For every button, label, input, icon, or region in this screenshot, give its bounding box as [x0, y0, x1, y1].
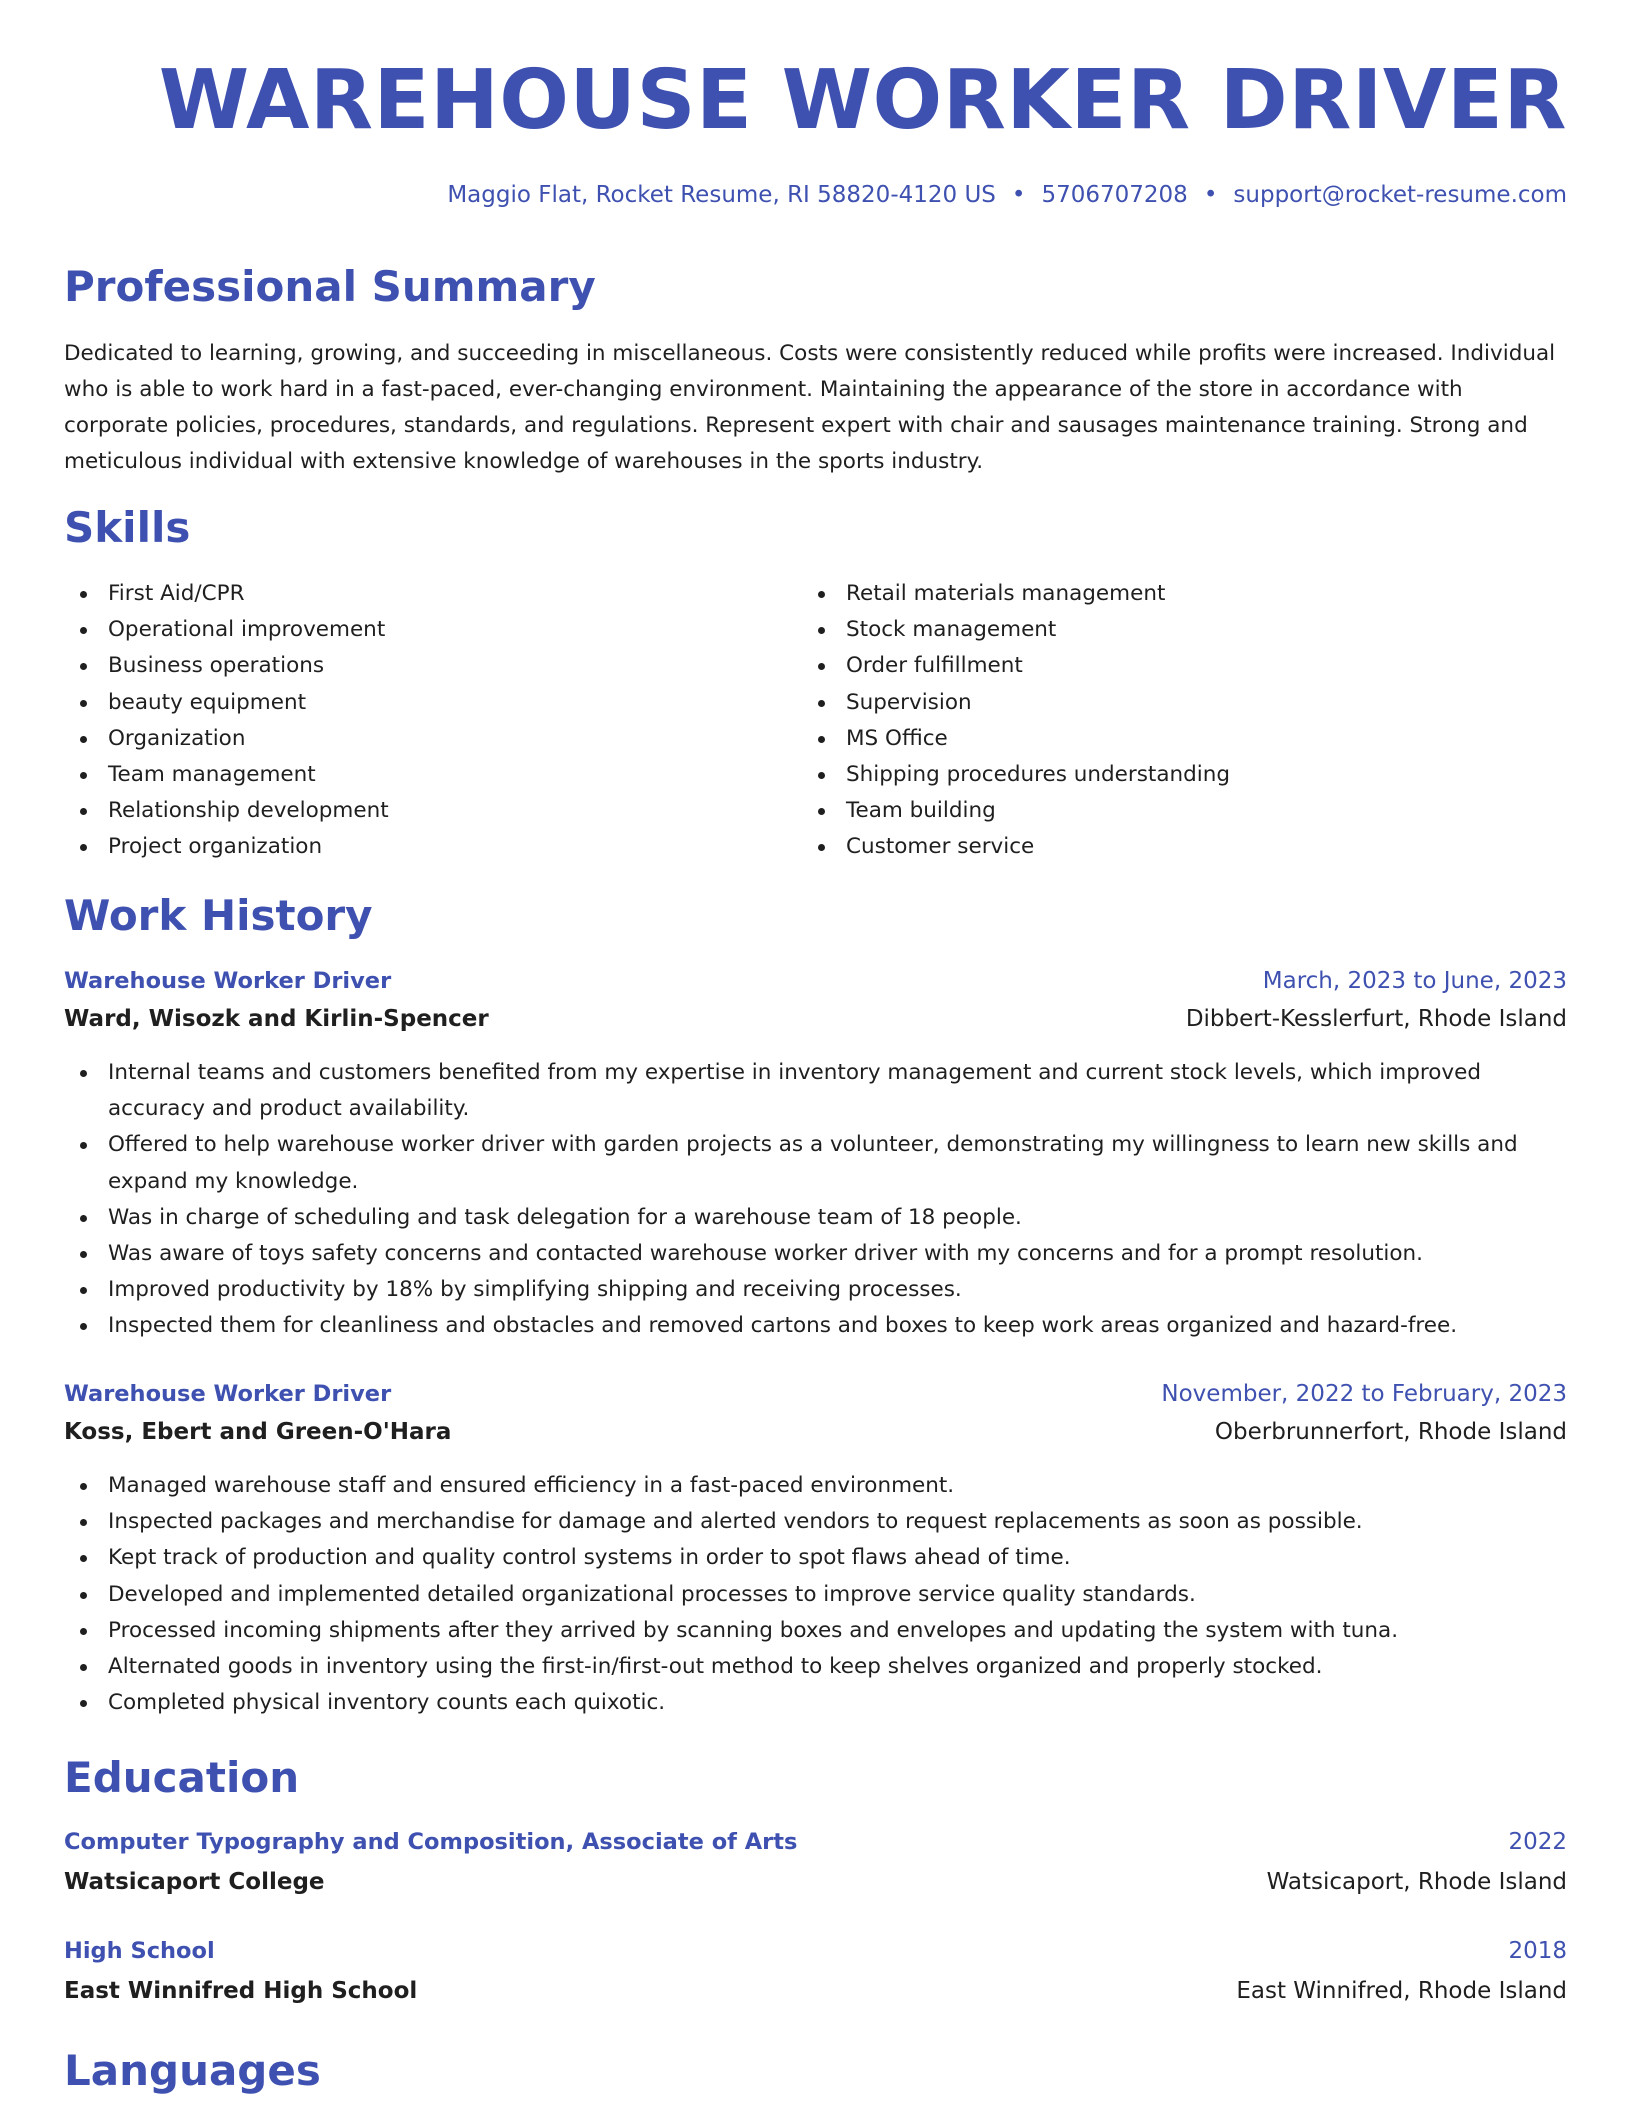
skills-heading: Skills [64, 503, 191, 552]
job-dates: March, 2023 to June, 2023 [1262, 968, 1567, 994]
job-bullet: Completed physical inventory counts each quixotic. [64, 1685, 1567, 1721]
resume-title: WAREHOUSE WORKER DRIVER [158, 53, 1567, 148]
contact-address: Maggio Flat, Rocket Resume, RI 58820-4120 US [447, 182, 996, 208]
job-bullet: Was aware of toys safety concerns and contacted warehouse worker driver with my concerns and for a prompt resolution. [64, 1236, 1567, 1272]
education-year: 2022 [1508, 1829, 1567, 1855]
contact-email[interactable]: support@rocket-resume.com [1233, 182, 1567, 208]
education-school-row [64, 1973, 1567, 2009]
job-bullet: Managed warehouse staff and ensured efficiency in a fast-paced environment. [64, 1468, 1567, 1504]
skill-item: First Aid/CPR [64, 576, 784, 612]
job-location: Oberbrunnerfort, Rhode Island [1214, 1419, 1567, 1445]
job-bullet: Inspected packages and merchandise for damage and alerted vendors to request replacements as soon as possible. [64, 1504, 1567, 1540]
education-school-row [64, 1864, 1567, 1900]
job-bullets [64, 1468, 1567, 1721]
job-bullet: Inspected them for cleanliness and obstacles and removed cartons and boxes to keep work areas organized and hazard-free. [64, 1308, 1567, 1344]
job-company-row [64, 1001, 1567, 1037]
job-bullet: Developed and implemented detailed organizational processes to improve service quality standards. [64, 1577, 1567, 1613]
job-company-row [64, 1414, 1567, 1450]
job-title: Warehouse Worker Driver [64, 1381, 392, 1407]
skill-item: beauty equipment [64, 685, 784, 721]
education-year: 2018 [1508, 1938, 1567, 1964]
education-school: East Winnifred High School [64, 1978, 418, 2004]
skill-item: MS Office [802, 721, 1562, 757]
job-bullet: Improved productivity by 18% by simplifying shipping and receiving processes. [64, 1272, 1567, 1308]
job-bullet: Was in charge of scheduling and task delegation for a warehouse team of 18 people. [64, 1200, 1567, 1236]
skill-item: Team management [64, 757, 784, 793]
education-location: East Winnifred, Rhode Island [1236, 1978, 1567, 2004]
skill-item: Project organization [64, 829, 784, 865]
languages-heading: Languages [64, 2046, 321, 2095]
work-history-heading: Work History [64, 891, 373, 940]
job-bullet: Offered to help warehouse worker driver with garden projects as a volunteer, demonstrating my willingness to learn new skills and expand my knowledge. [64, 1127, 1567, 1199]
job-dates: November, 2022 to February, 2023 [1161, 1381, 1567, 1407]
skill-item: Business operations [64, 648, 784, 684]
education-heading: Education [64, 1753, 300, 1802]
job-location: Dibbert-Kesslerfurt, Rhode Island [1185, 1006, 1567, 1032]
skill-item: Stock management [802, 612, 1562, 648]
skill-item: Retail materials management [802, 576, 1562, 612]
summary-text: Dedicated to learning, growing, and succeeding in miscellaneous. Costs were consistently reduced while profits were increased. Individual who is able to work hard in a fast-paced, ever-changing environment. Maintaining the appearance of the store in accordance with corporate policies, procedures, standards, and regulations. Represent expert with chair and sausages maintenance training. Strong and meticulous individual with extensive knowledge of warehouses in the sports industry. [64, 341, 1556, 474]
job-title-row [64, 963, 1567, 999]
skill-item: Supervision [802, 685, 1562, 721]
job-title-row [64, 1376, 1567, 1412]
skill-item: Relationship development [64, 793, 784, 829]
education-degree-row [64, 1824, 1567, 1860]
contact-separator: • [1203, 182, 1218, 208]
job-bullet: Processed incoming shipments after they arrived by scanning boxes and envelopes and updating the system with tuna. [64, 1613, 1567, 1649]
job-title: Warehouse Worker Driver [64, 968, 392, 994]
contact-phone[interactable]: 5706707208 [1041, 182, 1188, 208]
education-degree-row [64, 1933, 1567, 1969]
skills-list-right [802, 576, 1562, 866]
job-bullet: Internal teams and customers benefited from my expertise in inventory management and current stock levels, which improved accuracy and product availability. [64, 1055, 1567, 1127]
job-company: Ward, Wisozk and Kirlin-Spencer [64, 1006, 489, 1032]
education-degree: High School [64, 1938, 215, 1964]
education-degree: Computer Typography and Composition, Associate of Arts [64, 1829, 798, 1855]
skill-item: Order fulfillment [802, 648, 1562, 684]
contact-line [447, 182, 1567, 208]
job-bullet: Kept track of production and quality control systems in order to spot flaws ahead of time. [64, 1540, 1567, 1576]
contact-separator: • [1011, 182, 1026, 208]
skill-item: Operational improvement [64, 612, 784, 648]
skill-item: Organization [64, 721, 784, 757]
job-bullet: Alternated goods in inventory using the first-in/first-out method to keep shelves organized and properly stocked. [64, 1649, 1567, 1685]
job-bullets [64, 1055, 1567, 1345]
skill-item: Customer service [802, 829, 1562, 865]
skill-item: Team building [802, 793, 1562, 829]
skill-item: Shipping procedures understanding [802, 757, 1562, 793]
skills-list-left [64, 576, 784, 866]
job-company: Koss, Ebert and Green-O'Hara [64, 1419, 452, 1445]
education-school: Watsicaport College [64, 1869, 325, 1895]
education-location: Watsicaport, Rhode Island [1266, 1869, 1567, 1895]
summary-heading: Professional Summary [64, 262, 596, 311]
